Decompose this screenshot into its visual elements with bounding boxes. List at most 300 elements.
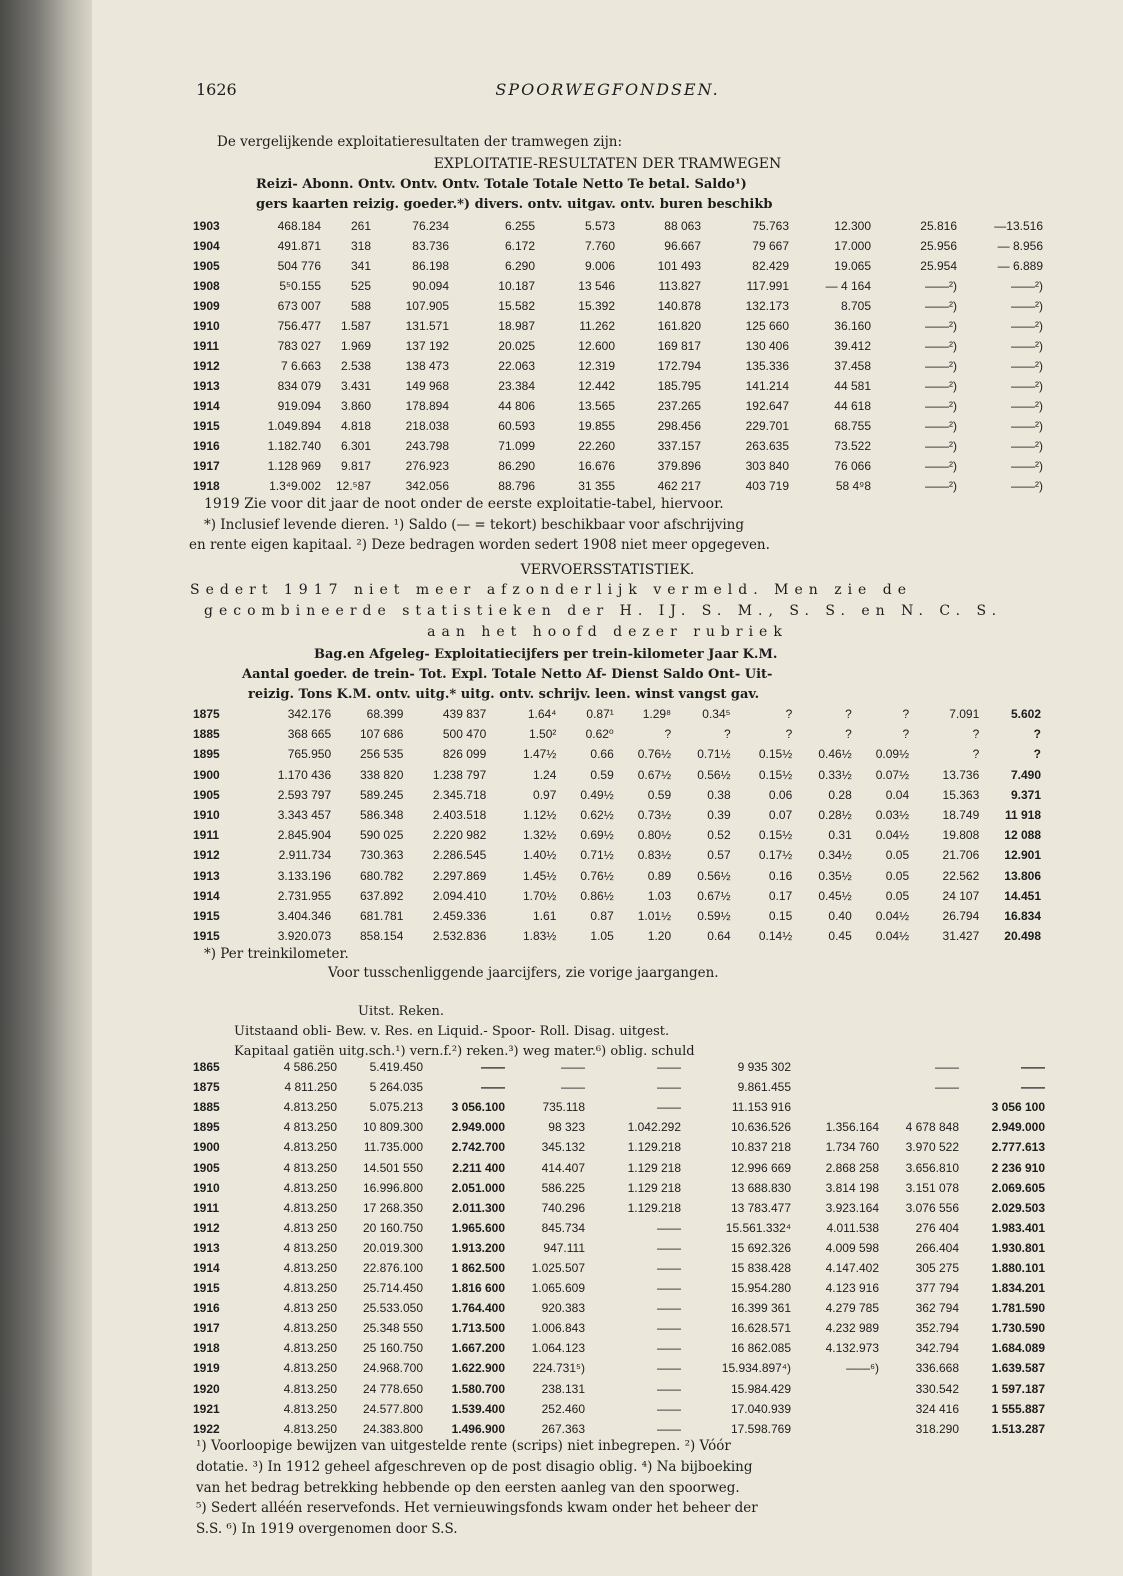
value-cell: 13.806 — [1004, 868, 1041, 883]
value-cell: 25.954 — [920, 259, 957, 273]
table-row — [193, 436, 1043, 456]
table-row — [193, 1419, 1045, 1439]
table-row — [193, 1358, 1045, 1378]
value-cell: ——²) — [1011, 299, 1043, 313]
value-cell: 9.371 — [1010, 787, 1041, 802]
value-cell: 96.667 — [664, 239, 701, 253]
value-cell: 0.62⁰ — [585, 727, 614, 742]
value-cell: 15 692.326 — [730, 1240, 791, 1255]
value-cell: 15 838.428 — [730, 1260, 791, 1275]
value-cell: 0.04½ — [875, 929, 910, 944]
value-cell: 76.234 — [412, 219, 449, 233]
value-cell: 12.⁵87 — [335, 479, 371, 493]
value-cell: 58 4⁹8 — [835, 479, 871, 493]
value-cell: 22.876.100 — [362, 1260, 423, 1275]
value-cell: 4.818 — [340, 419, 371, 433]
value-cell: 1.969 — [340, 339, 371, 353]
value-cell: 12.319 — [578, 359, 615, 373]
value-cell: 71.099 — [498, 439, 535, 453]
value-cell: 252.460 — [541, 1401, 585, 1416]
value-cell: ? — [845, 707, 852, 722]
page-number: 1626 — [196, 80, 237, 99]
value-cell: 920.383 — [541, 1301, 585, 1316]
value-cell: 11 918 — [1004, 808, 1041, 823]
value-cell: 403 719 — [745, 479, 789, 493]
value-cell: 504 776 — [277, 259, 321, 273]
year-cell: 1905 — [193, 1160, 220, 1175]
value-cell: 756.477 — [277, 319, 321, 333]
value-cell: ? — [785, 707, 793, 722]
value-cell: 161.820 — [657, 319, 701, 333]
value-cell: 3.970 522 — [905, 1140, 959, 1155]
table-row — [193, 1258, 1045, 1278]
transport-header-1: Bag.en Afgeleg- Exploitatiecijfers per trein-kilometer Jaar K.M. — [314, 647, 778, 662]
value-cell: 4.147.402 — [825, 1260, 879, 1275]
value-cell: 4.813.250 — [283, 1281, 337, 1296]
value-cell: 149 968 — [405, 379, 449, 393]
value-cell: 4.813.250 — [283, 1401, 337, 1416]
value-cell: 169 817 — [657, 339, 701, 353]
value-cell: —— — [935, 1080, 959, 1095]
value-cell: 1.834.201 — [991, 1281, 1045, 1296]
value-cell: 342.794 — [915, 1341, 959, 1356]
value-cell — [791, 1077, 879, 1097]
value-cell: 192.647 — [745, 399, 789, 413]
value-cell: 4.813.250 — [283, 1421, 337, 1436]
value-cell: 18.749 — [942, 808, 980, 823]
value-cell: 2.868 258 — [825, 1160, 879, 1175]
value-cell: 637.892 — [359, 888, 404, 903]
transport-stats-table — [193, 704, 1041, 946]
value-cell: 88.796 — [498, 479, 535, 493]
value-cell: 2.069.605 — [991, 1180, 1045, 1195]
value-cell: 73.522 — [834, 439, 871, 453]
value-cell: 1.913.200 — [451, 1240, 505, 1255]
year-cell: 1914 — [193, 399, 220, 413]
value-cell: 0.03½ — [875, 808, 910, 823]
value-cell: 24 778.650 — [362, 1381, 423, 1396]
finance-header-2: Uitstaand obli- Bew. v. Res. en Liquid.- Spoor- Roll. Disag. uitgest. — [234, 1024, 670, 1039]
value-cell: 4 813.250 — [283, 1160, 337, 1175]
value-cell: —— — [657, 1100, 681, 1115]
value-cell: 14.501 550 — [362, 1160, 423, 1175]
value-cell: 276.923 — [405, 459, 449, 473]
table-row — [193, 1338, 1045, 1358]
value-cell: 0.80½ — [637, 828, 672, 843]
value-cell: 4 811.250 — [284, 1080, 337, 1095]
table-row — [193, 1117, 1045, 1137]
finance-header-1: Uitst. Reken. — [358, 1004, 445, 1019]
value-cell: ——²) — [925, 339, 957, 353]
year-cell: 1911 — [193, 828, 220, 843]
table-row — [193, 1178, 1045, 1198]
value-cell — [791, 1097, 879, 1117]
value-cell: 1.182.740 — [267, 439, 321, 453]
value-cell: 341 — [350, 259, 371, 273]
value-cell: —— — [657, 1220, 681, 1235]
value-cell: 1 597.187 — [991, 1381, 1045, 1396]
value-cell: 22.562 — [942, 868, 980, 883]
value-cell: 3.343 457 — [277, 808, 332, 823]
value-cell: 3.860 — [340, 399, 371, 413]
value-cell: 0.59 — [590, 767, 614, 782]
value-cell: 4.813.250 — [283, 1100, 337, 1115]
year-cell: 1916 — [193, 439, 220, 453]
value-cell: 324 416 — [915, 1401, 959, 1416]
year-cell: 1921 — [193, 1401, 220, 1416]
transport-stats-title: VERVOERSSTATISTIEK. — [520, 562, 695, 578]
value-cell: 16.996.800 — [362, 1180, 423, 1195]
value-cell: ——²) — [1011, 439, 1043, 453]
value-cell: 414.407 — [541, 1160, 585, 1175]
value-cell: 1.064.123 — [531, 1341, 585, 1356]
value-cell: —— — [657, 1240, 681, 1255]
value-cell: 0.57 — [707, 848, 731, 863]
value-cell: 6.301 — [340, 439, 371, 453]
value-cell: 1.12½ — [523, 808, 557, 823]
value-cell: —— — [1021, 1060, 1045, 1075]
value-cell: 3.151 078 — [905, 1180, 959, 1195]
value-cell: 15.934.897⁴) — [721, 1361, 791, 1376]
value-cell: 0.62½ — [580, 808, 614, 823]
value-cell: 1.965.600 — [451, 1220, 505, 1235]
value-cell: 352.794 — [915, 1321, 959, 1336]
value-cell: 1.129.218 — [627, 1200, 681, 1215]
table-row — [193, 316, 1043, 336]
value-cell: 4.132.973 — [825, 1341, 879, 1356]
value-cell: 4.279 785 — [825, 1301, 879, 1316]
value-cell: 305 275 — [915, 1260, 959, 1275]
value-cell: 2.094.410 — [432, 888, 487, 903]
value-cell: —— — [561, 1060, 585, 1075]
value-cell: 1.40½ — [523, 848, 557, 863]
value-cell: — 8.956 — [997, 239, 1043, 253]
value-cell: 1.3⁴9.002 — [269, 479, 321, 493]
value-cell: 9.817 — [340, 459, 371, 473]
table-row — [193, 906, 1041, 926]
year-cell: 1909 — [193, 299, 220, 313]
value-cell: 0.04½ — [875, 828, 910, 843]
value-cell: — 4 164 — [825, 279, 871, 293]
value-cell: 75.763 — [752, 219, 789, 233]
transport-header-3: reizig. Tons K.M. ontv. uitg.* uitg. ontv. schrijv. leen. winst vangst gav. — [248, 687, 760, 702]
value-cell: 13 546 — [578, 279, 615, 293]
table-row — [193, 744, 1041, 764]
table-row — [193, 825, 1041, 845]
value-cell: 1.983.401 — [991, 1220, 1045, 1235]
finance-header-3: Kapitaal gatiën uitg.sch.¹) vern.f.²) reken.³) weg mater.⁶) oblig. schuld — [234, 1044, 695, 1059]
value-cell: 947.111 — [543, 1240, 585, 1255]
value-cell: 15.363 — [942, 787, 980, 802]
value-cell: 0.39 — [707, 808, 731, 823]
value-cell: 0.34½ — [818, 848, 852, 863]
value-cell: 4 586.250 — [283, 1060, 337, 1075]
value-cell: 2.403.518 — [432, 808, 487, 823]
year-cell: 1917 — [193, 459, 220, 473]
value-cell: ? — [845, 727, 852, 742]
value-cell: 681.781 — [359, 908, 404, 923]
value-cell: 113.827 — [658, 279, 701, 293]
value-cell: 1.61 — [533, 908, 557, 923]
book-binding-edge — [0, 0, 92, 1576]
table-row — [193, 376, 1043, 396]
value-cell: —— — [657, 1381, 681, 1396]
value-cell: 90.094 — [412, 279, 449, 293]
value-cell: 462 217 — [657, 479, 701, 493]
value-cell: 2.286.545 — [432, 848, 487, 863]
value-cell: 0.45½ — [818, 888, 852, 903]
table-row — [193, 724, 1041, 744]
value-cell: 7.091 — [949, 707, 980, 722]
value-cell: 3.920.073 — [277, 929, 332, 944]
value-cell: 586.225 — [541, 1180, 585, 1195]
value-cell: 3.404.346 — [277, 908, 332, 923]
page-header — [92, 80, 1123, 104]
value-cell: 16.399 361 — [730, 1301, 791, 1316]
value-cell: 14.451 — [1004, 888, 1041, 903]
year-cell: 1914 — [193, 1260, 220, 1275]
year-cell: 1915 — [193, 929, 220, 944]
value-cell: 24.383.800 — [362, 1421, 423, 1436]
transport-note: *) Per treinkilometer. — [204, 946, 349, 962]
value-cell: 1.03 — [647, 888, 672, 903]
value-cell: 20 160.750 — [362, 1220, 423, 1235]
year-cell: 1914 — [193, 888, 220, 903]
year-cell: 1915 — [193, 1281, 220, 1296]
table-row — [193, 1077, 1045, 1097]
table-row — [193, 1238, 1045, 1258]
value-cell: 0.15½ — [758, 767, 793, 782]
value-cell — [879, 1097, 959, 1117]
value-cell: 2.011.300 — [452, 1200, 505, 1215]
value-cell: 140.878 — [657, 299, 701, 313]
value-cell: 2.532.836 — [432, 929, 487, 944]
value-cell: 44 618 — [834, 399, 871, 413]
value-cell: 37.458 — [834, 359, 871, 373]
value-cell: ——²) — [1011, 379, 1043, 393]
value-cell: 19.065 — [834, 259, 871, 273]
value-cell: —— — [657, 1401, 681, 1416]
value-cell: 68.399 — [366, 707, 404, 722]
value-cell: 0.59 — [647, 787, 672, 802]
value-cell: 1.356.164 — [825, 1120, 879, 1135]
value-cell: ? — [723, 727, 731, 742]
value-cell: 20.498 — [1004, 929, 1041, 944]
finance-note-2: dotatie. ³) In 1912 geheel afgeschreven op de post disagio oblig. ⁴) Na bijboeking — [196, 1459, 753, 1475]
table-row — [193, 1278, 1045, 1298]
value-cell: 3.656.810 — [905, 1160, 959, 1175]
value-cell: ? — [902, 707, 910, 722]
table-row — [193, 336, 1043, 356]
table-row — [193, 1198, 1045, 1218]
value-cell: 25 160.750 — [362, 1341, 423, 1356]
tram-note-1: *) Inclusief levende dieren. ¹) Saldo (— = tekort) beschikbaar voor afschrijving — [204, 517, 744, 533]
value-cell: 2.345.718 — [432, 787, 487, 802]
value-cell: 1.580.700 — [451, 1381, 505, 1396]
value-cell: ——²) — [1011, 279, 1043, 293]
table-row — [193, 356, 1043, 376]
value-cell: 25.348 550 — [362, 1321, 423, 1336]
value-cell: 1.713.500 — [451, 1321, 505, 1336]
value-cell: 0.66 — [590, 747, 614, 762]
table-row — [193, 1157, 1045, 1177]
value-cell: 735.118 — [542, 1100, 585, 1115]
value-cell: —— — [657, 1060, 681, 1075]
year-cell: 1917 — [193, 1321, 220, 1336]
value-cell: 16.676 — [578, 459, 615, 473]
value-cell: 500 470 — [442, 727, 487, 742]
value-cell: 0.87 — [590, 908, 614, 923]
value-cell: 0.15 — [768, 908, 793, 923]
value-cell: 0.28½ — [818, 808, 852, 823]
value-cell: 765.950 — [287, 747, 332, 762]
value-cell: 0.67½ — [697, 888, 731, 903]
value-cell: 1.764.400 — [451, 1301, 505, 1316]
value-cell: 342.176 — [287, 707, 332, 722]
value-cell: 0.87¹ — [586, 707, 614, 722]
tram-header-1: Reizi- Abonn. Ontv. Ontv. Ontv. Totale Totale Netto Te betal. Saldo¹) — [256, 177, 747, 192]
value-cell: 0.83½ — [637, 848, 672, 863]
value-cell: 125 660 — [745, 319, 789, 333]
value-cell: 98 323 — [548, 1120, 585, 1135]
table-row — [193, 866, 1041, 886]
value-cell: ——²) — [925, 359, 957, 373]
value-cell: 586.348 — [359, 808, 404, 823]
value-cell: 26.794 — [942, 908, 980, 923]
value-cell: 1.129 218 — [627, 1160, 681, 1175]
value-cell: ——²) — [925, 319, 957, 333]
value-cell: 0.33½ — [818, 767, 852, 782]
value-cell: 4.813.250 — [283, 1260, 337, 1275]
value-cell: 24.968.700 — [362, 1361, 423, 1376]
value-cell: 86.198 — [412, 259, 449, 273]
value-cell: 1.734 760 — [825, 1140, 879, 1155]
value-cell: 4.813.250 — [283, 1381, 337, 1396]
value-cell: 336.668 — [915, 1361, 959, 1376]
value-cell: 19.855 — [578, 419, 615, 433]
value-cell: 12.901 — [1004, 848, 1041, 863]
value-cell: 229.701 — [745, 419, 789, 433]
table-row — [193, 1097, 1045, 1117]
tram-table-title: EXPLOITATIE-RESULTATEN DER TRAMWEGEN — [433, 156, 782, 172]
value-cell: 2.949.000 — [451, 1120, 505, 1135]
year-cell: 1913 — [193, 1240, 220, 1255]
table-row — [193, 1318, 1045, 1338]
value-cell: 0.16 — [768, 868, 793, 883]
value-cell: 0.38 — [707, 787, 731, 802]
value-cell: 44 581 — [834, 379, 871, 393]
value-cell: 1.781.590 — [991, 1301, 1045, 1316]
value-cell: 20.025 — [498, 339, 535, 353]
table-row — [193, 416, 1043, 436]
value-cell: —— — [657, 1080, 681, 1095]
value-cell: 0.76½ — [580, 868, 614, 883]
value-cell: 3 056.100 — [451, 1100, 505, 1115]
value-cell: — 6.889 — [997, 259, 1043, 273]
table-row — [193, 296, 1043, 316]
value-cell: 60.593 — [498, 419, 535, 433]
value-cell: —— — [657, 1321, 681, 1336]
value-cell — [791, 1419, 879, 1439]
value-cell: 13.736 — [942, 767, 980, 782]
value-cell: 88 063 — [664, 219, 701, 233]
value-cell: ? — [1033, 727, 1041, 742]
value-cell: 266.404 — [915, 1240, 959, 1255]
value-cell: 16.834 — [1004, 908, 1041, 923]
value-cell: ——²) — [1011, 339, 1043, 353]
value-cell: 2.297.869 — [432, 868, 487, 883]
table-row — [193, 1137, 1045, 1157]
value-cell: 2.777.613 — [991, 1140, 1045, 1155]
value-cell: 0.46½ — [818, 747, 852, 762]
value-cell: 76 066 — [834, 459, 871, 473]
value-cell: 1.70½ — [523, 888, 557, 903]
value-cell: 0.17½ — [758, 848, 793, 863]
value-cell: 2.051.000 — [451, 1180, 505, 1195]
value-cell: 237.265 — [657, 399, 701, 413]
value-cell: 1.496.900 — [451, 1421, 505, 1436]
value-cell: 342.056 — [405, 479, 449, 493]
value-cell: 4 813.250 — [283, 1120, 337, 1135]
value-cell: ? — [902, 727, 910, 742]
year-cell: 1911 — [193, 339, 220, 353]
value-cell: 0.97 — [533, 787, 557, 802]
value-cell: 4 813.250 — [283, 1240, 337, 1255]
value-cell: 7.490 — [1010, 767, 1041, 782]
year-cell: 1920 — [193, 1381, 220, 1396]
value-cell: 4.813.250 — [283, 1140, 337, 1155]
value-cell: 0.56½ — [697, 868, 731, 883]
value-cell: ? — [972, 747, 980, 762]
value-cell: 24 107 — [942, 888, 980, 903]
value-cell: 0.04 — [885, 787, 910, 802]
value-cell: 468.184 — [277, 219, 321, 233]
value-cell: 919.094 — [277, 399, 321, 413]
value-cell: ——²) — [1011, 359, 1043, 373]
value-cell: 4.813.250 — [283, 1341, 337, 1356]
table-row — [193, 396, 1043, 416]
value-cell: 730.363 — [359, 848, 404, 863]
year-cell: 1913 — [193, 868, 220, 883]
value-cell: 1 555.887 — [991, 1401, 1045, 1416]
year-cell: 1916 — [193, 1301, 220, 1316]
year-cell: 1913 — [193, 379, 220, 393]
tram-header-2: gers kaarten reizig. goeder.*) divers. ontv. uitgav. ontv. buren beschikb — [256, 197, 773, 212]
value-cell: 4.813.250 — [283, 1180, 337, 1195]
value-cell: 0.07 — [768, 808, 793, 823]
value-cell: ——²) — [925, 439, 957, 453]
value-cell: 9.861.455 — [737, 1080, 791, 1095]
value-cell: 3.133.196 — [277, 868, 332, 883]
value-cell: 5.602 — [1010, 707, 1041, 722]
value-cell: 368 665 — [287, 727, 332, 742]
value-cell: 22.063 — [498, 359, 535, 373]
value-cell: ——²) — [925, 379, 957, 393]
year-cell: 1905 — [193, 787, 220, 802]
book-page — [92, 0, 1123, 1576]
value-cell: 11.262 — [579, 319, 615, 333]
year-cell: 1895 — [193, 747, 220, 762]
value-cell: 3 056 100 — [991, 1100, 1045, 1115]
year-cell: 1910 — [193, 808, 220, 823]
value-cell: 1.83½ — [523, 929, 557, 944]
table-row — [193, 886, 1041, 906]
value-cell: 117.991 — [746, 279, 789, 293]
value-cell: 1.684.089 — [991, 1341, 1045, 1356]
value-cell: 0.06 — [768, 787, 793, 802]
value-cell: —— — [657, 1421, 681, 1436]
table-row — [193, 765, 1041, 785]
